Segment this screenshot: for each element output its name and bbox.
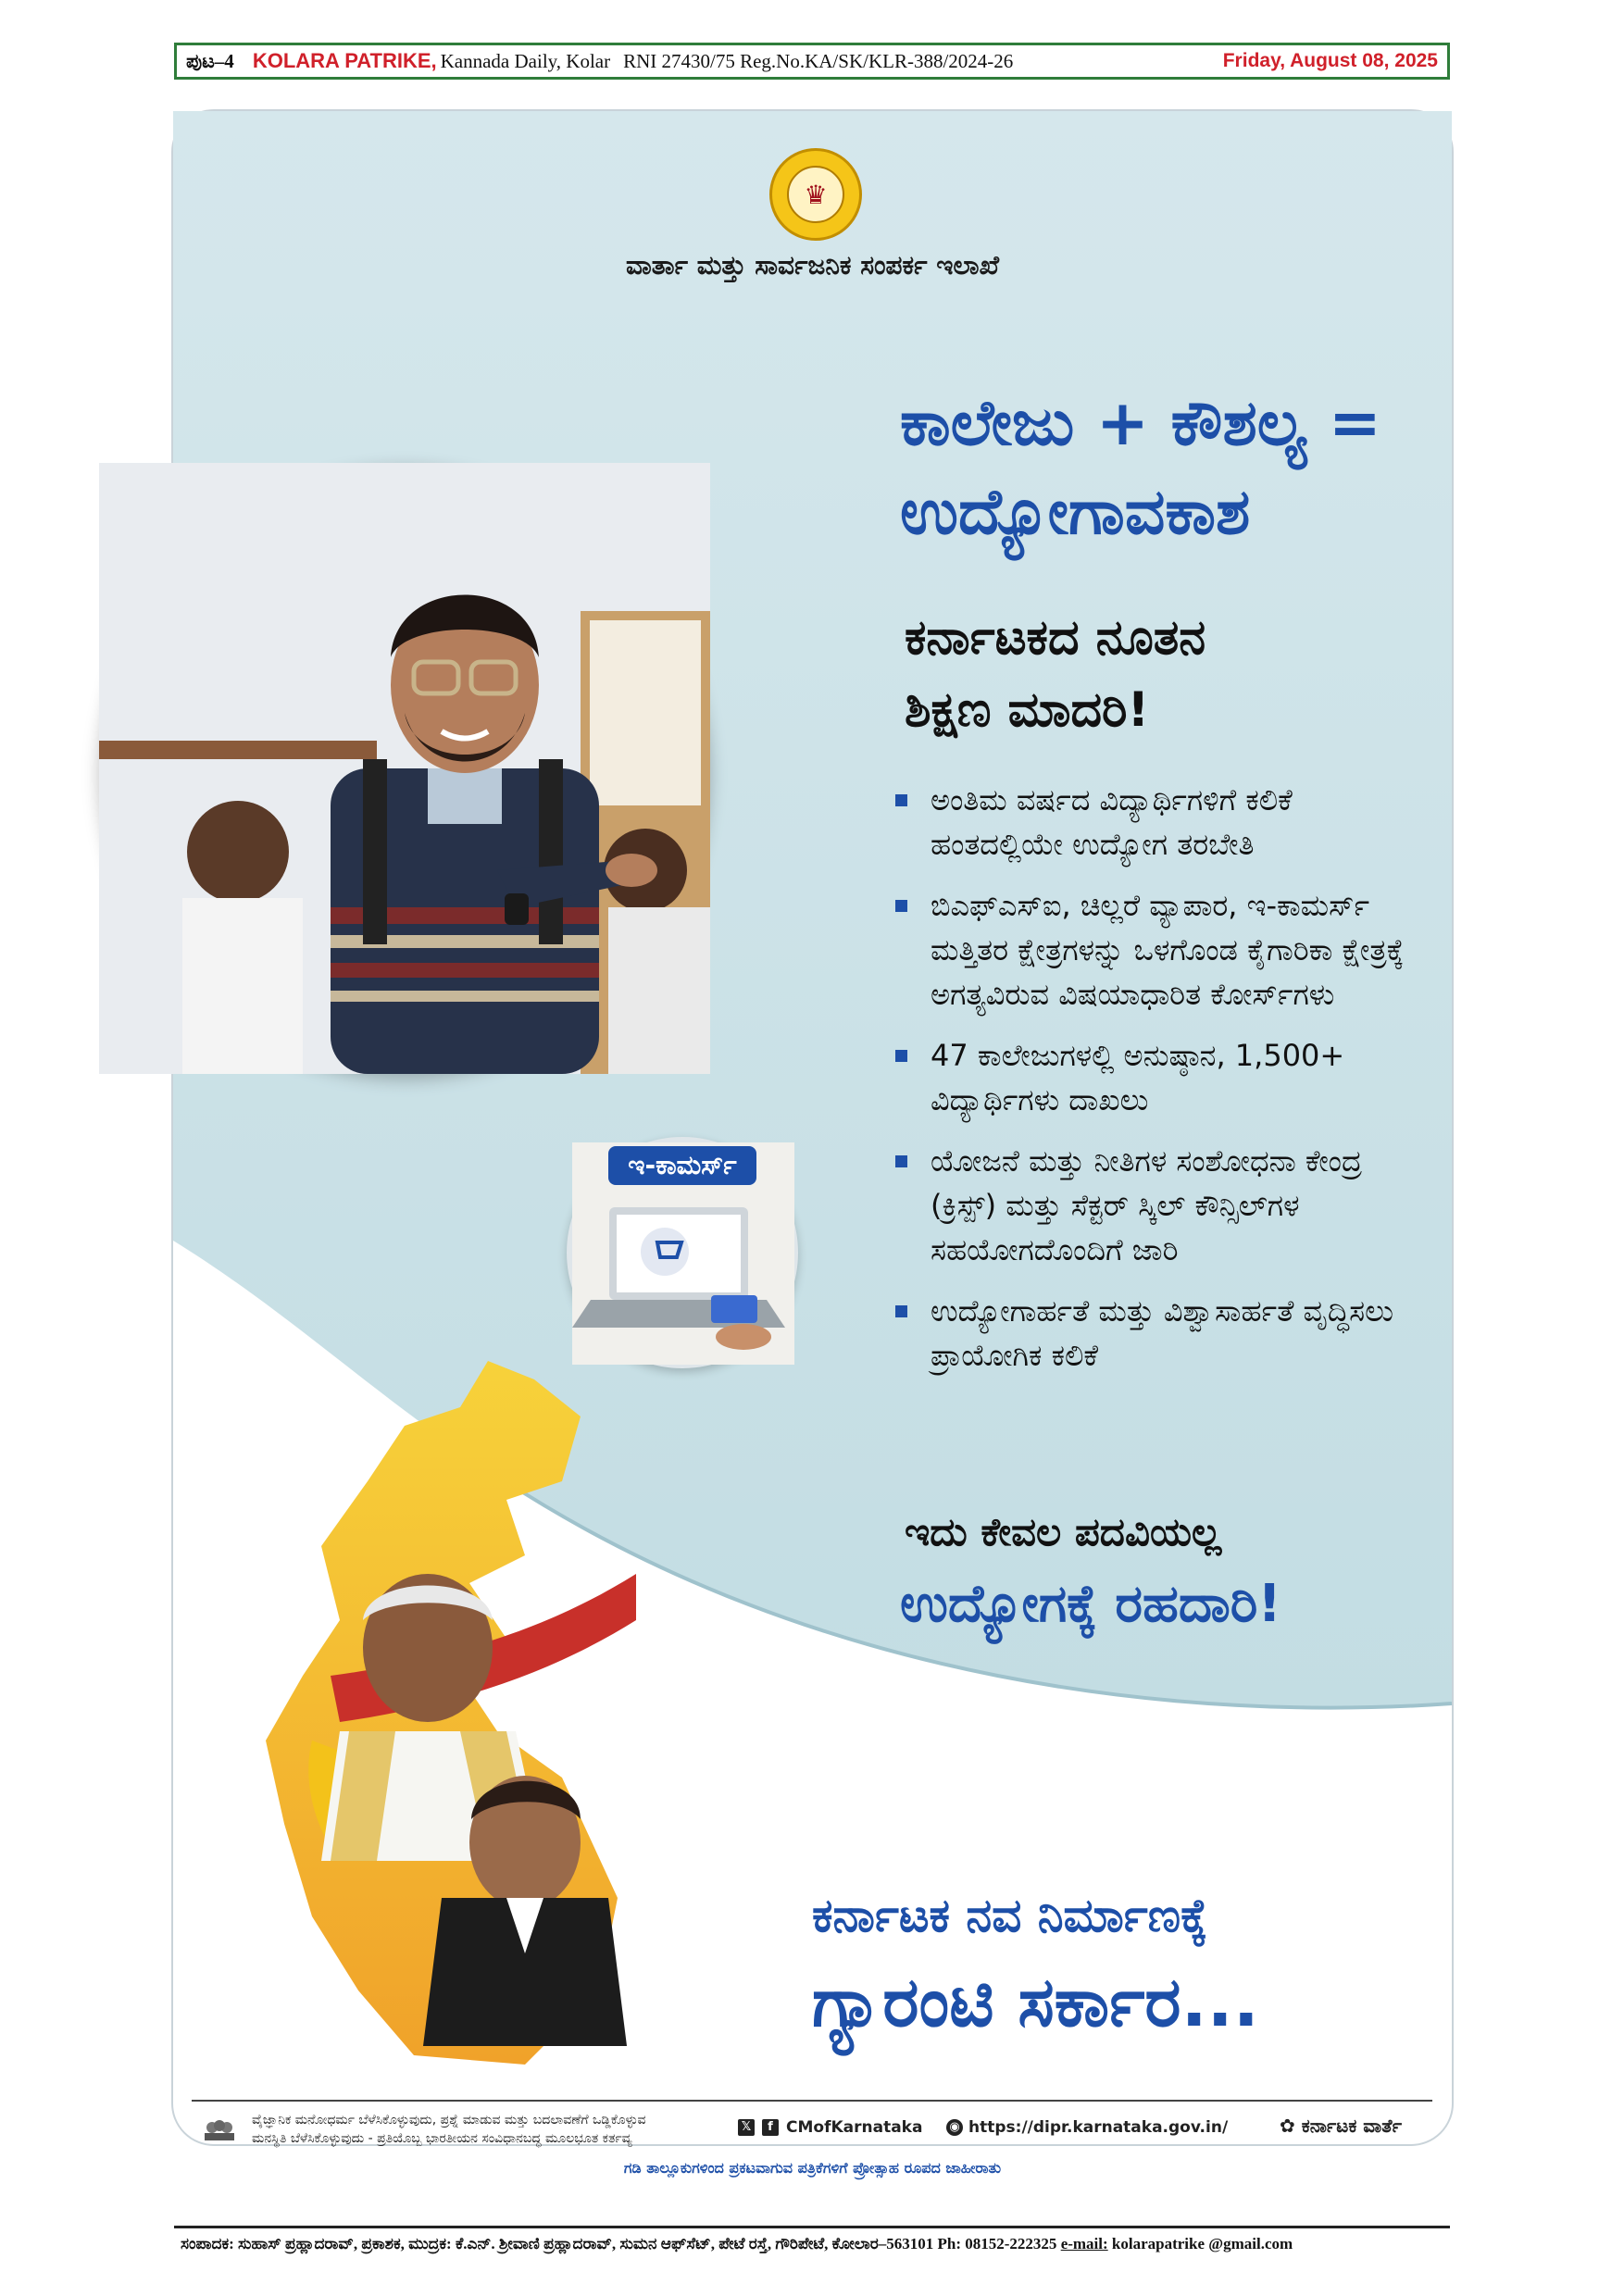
social-handle-text: CMofKarnataka xyxy=(786,2118,923,2137)
headline xyxy=(900,380,1418,557)
karnataka-varthe-icon: ✿ xyxy=(1280,2115,1295,2137)
headline-line-1: ಕಾಲೇಜು + ಕೌಶಲ್ಯ = xyxy=(900,387,1381,460)
tagline-highlight: ಉದ್ಯೋಗಕ್ಕೆ ರಹದಾರಿ! xyxy=(900,1574,1281,1634)
ad-note: ಗಡಿ ತಾಲ್ಲೂಕುಗಳಿಂದ ಪ್ರಕಟವಾಗುವ ಪತ್ರಿಕೆಗಳಿಗೆ ಪ್ರೋತ್ಸಾಹ ರೂಪದ ಜಾಹೀರಾತು xyxy=(623,2159,1002,2177)
headline-line-2: ಉದ್ಯೋಗಾವಕಾಶ xyxy=(900,476,1251,549)
subheadline xyxy=(905,602,1386,746)
social-handle[interactable] xyxy=(738,2118,922,2137)
ecommerce-label: ಇ-ಕಾಮರ್ಸ್ xyxy=(608,1146,756,1185)
advertisement xyxy=(171,109,1454,2177)
state-emblem-icon xyxy=(769,148,862,241)
registration-number: RNI 27430/75 Reg.No.KA/SK/KLR-388/2024-26 xyxy=(623,49,1014,72)
list-item: ಬಿಎಫ್‌ಎಸ್‌ಐ, ಚಿಲ್ಲರೆ ವ್ಯಾಪಾರ, ಇ-ಕಾಮರ್ಸ್ ಮತ್ತಿತರ ಕ್ಷೇತ್ರಗಳನ್ನು ಒಳಗೊಂಡ ಕೈಗಾರಿಕಾ ಕ್ಷೇತ್ರಕ್ಕೆ ಅಗತ್ಯವಿರುವ ವಿಷಯಾಧಾರಿತ ಕೋರ್ಸ್‌ಗಳು xyxy=(895,883,1414,1017)
slogan-line-2: ಗ್ಯಾರಂಟಿ ಸರ್ಕಾರ... xyxy=(812,1963,1259,2042)
page-footer-divider xyxy=(174,2226,1450,2228)
issue-date: Friday, August 08, 2025 xyxy=(1222,50,1438,71)
student-photo xyxy=(99,463,710,1074)
slogan-line-1: ಕರ್ನಾಟಕ ನವ ನಿರ್ಮಾಣಕ್ಕೆ xyxy=(812,1889,1208,1942)
list-item: ಯೋಜನೆ ಮತ್ತು ನೀತಿಗಳ ಸಂಶೋಧನಾ ಕೇಂದ್ರ (ಕ್ರಿಸ್ಪ್) ಮತ್ತು ಸೆಕ್ಟರ್ ಸ್ಕಿಲ್ ಕೌನ್ಸಿಲ್‌ಗಳ ಸಹಯೋಗದೊಂದಿಗೆ ಜಾರಿ xyxy=(895,1139,1414,1272)
newspaper-name: KOLARA PATRIKE, xyxy=(252,49,437,72)
tagline: ಇದು ಕೇವಲ ಪದವಿಯಲ್ಲ xyxy=(905,1509,1222,1554)
subheadline-line-2: ಶಿಕ್ಷಣ ಮಾದರಿ! xyxy=(905,682,1150,738)
bullet-square-icon xyxy=(895,1050,907,1062)
list-item: ಅಂತಿಮ ವರ್ಷದ ವಿದ್ಯಾರ್ಥಿಗಳಿಗೆ ಕಲಿಕೆ ಹಂತದಲ್ಲಿಯೇ ಉದ್ಯೋಗ ತರಬೇತಿ xyxy=(895,778,1414,867)
feature-list xyxy=(895,778,1414,1394)
page-number: ಪುಟ–4 xyxy=(186,49,234,72)
emblem-shield: ♛ xyxy=(787,166,844,223)
bullet-square-icon xyxy=(895,794,907,806)
website-link[interactable] xyxy=(946,2118,1228,2137)
bullet-square-icon xyxy=(895,1155,907,1167)
subheadline-line-1: ಕರ್ನಾಟಕದ ನೂತನ xyxy=(905,610,1206,666)
newspaper-description: Kannada Daily, Kolar xyxy=(440,49,611,72)
x-icon: 𝕏 xyxy=(738,2119,755,2136)
disclaimer-text: ವೈಜ್ಞಾನಿಕ ಮನೋಧರ್ಮ ಬೆಳೆಸಿಕೊಳ್ಳುವುದು, ಪ್ರಶ್ನೆ ಮಾಡುವ ಮತ್ತು ಬದಲಾವಣೆಗೆ ಒಡ್ಡಿಕೊಳ್ಳುವ ಮನಸ್ಥಿತಿ ಬೆಳೆಸಿಕೊಳ್ಳುವುದು - ಪ್ರತಿಯೊಬ್ಬ ಭಾರತೀಯನ ಸಂವಿಧಾನಬದ್ಧ ಮೂಲಭೂತ ಕರ್ತವ್ಯ xyxy=(252,2113,646,2146)
karnataka-map-with-leaders xyxy=(229,1342,710,2074)
imprint-line xyxy=(181,2235,1449,2253)
imprint-text: ಸಂಪಾದಕ: ಸುಹಾಸ್ ಪ್ರಹ್ಲಾದರಾವ್, ಪ್ರಕಾಶಕ, ಮುದ್ರಕ: ಕೆ.ಎನ್. ಶ್ರೀವಾಣಿ ಪ್ರಹ್ಲಾದರಾವ್, ಸುಮನ ಆಫ್‌ಸೆಟ್, ಪೇಟೆ ರಸ್ತೆ, ಗೌರಿಪೇಟೆ, ಕೋಲಾರ–563101 Ph: 08152-222325 xyxy=(181,2235,1057,2252)
email-address[interactable]: kolarapatrike @gmail.com xyxy=(1111,2235,1293,2252)
department-name: ವಾರ್ತಾ ಮತ್ತು ಸಾರ್ವಜನಿಕ ಸಂಪರ್ಕ ಇಲಾಖೆ xyxy=(625,250,1000,281)
bullet-square-icon xyxy=(895,900,907,912)
email-label: e-mail: xyxy=(1060,2235,1108,2252)
masthead xyxy=(174,43,1450,80)
student-illustration xyxy=(99,463,710,1074)
ashoka-emblem-icon xyxy=(201,2118,238,2144)
bullet-square-icon xyxy=(895,1305,907,1317)
website-url: https://dipr.karnataka.gov.in/ xyxy=(968,2118,1229,2137)
globe-icon: ◉ xyxy=(946,2119,963,2136)
list-item: ಉದ್ಯೋಗಾರ್ಹತೆ ಮತ್ತು ವಿಶ್ವಾಸಾರ್ಹತೆ ವೃದ್ಧಿಸಲು ಪ್ರಾಯೋಗಿಕ ಕಲಿಕೆ xyxy=(895,1289,1414,1378)
list-item: 47 ಕಾಲೇಜುಗಳಲ್ಲಿ ಅನುಷ್ಠಾನ, 1,500+ ವಿದ್ಯಾರ್ಥಿಗಳು ದಾಖಲು xyxy=(895,1033,1414,1122)
divider xyxy=(192,2100,1432,2102)
facebook-icon: f xyxy=(762,2119,779,2136)
karnataka-varthe-brand: ✿ ಕರ್ನಾಟಕ ವಾರ್ತೆ xyxy=(1280,2115,1402,2137)
